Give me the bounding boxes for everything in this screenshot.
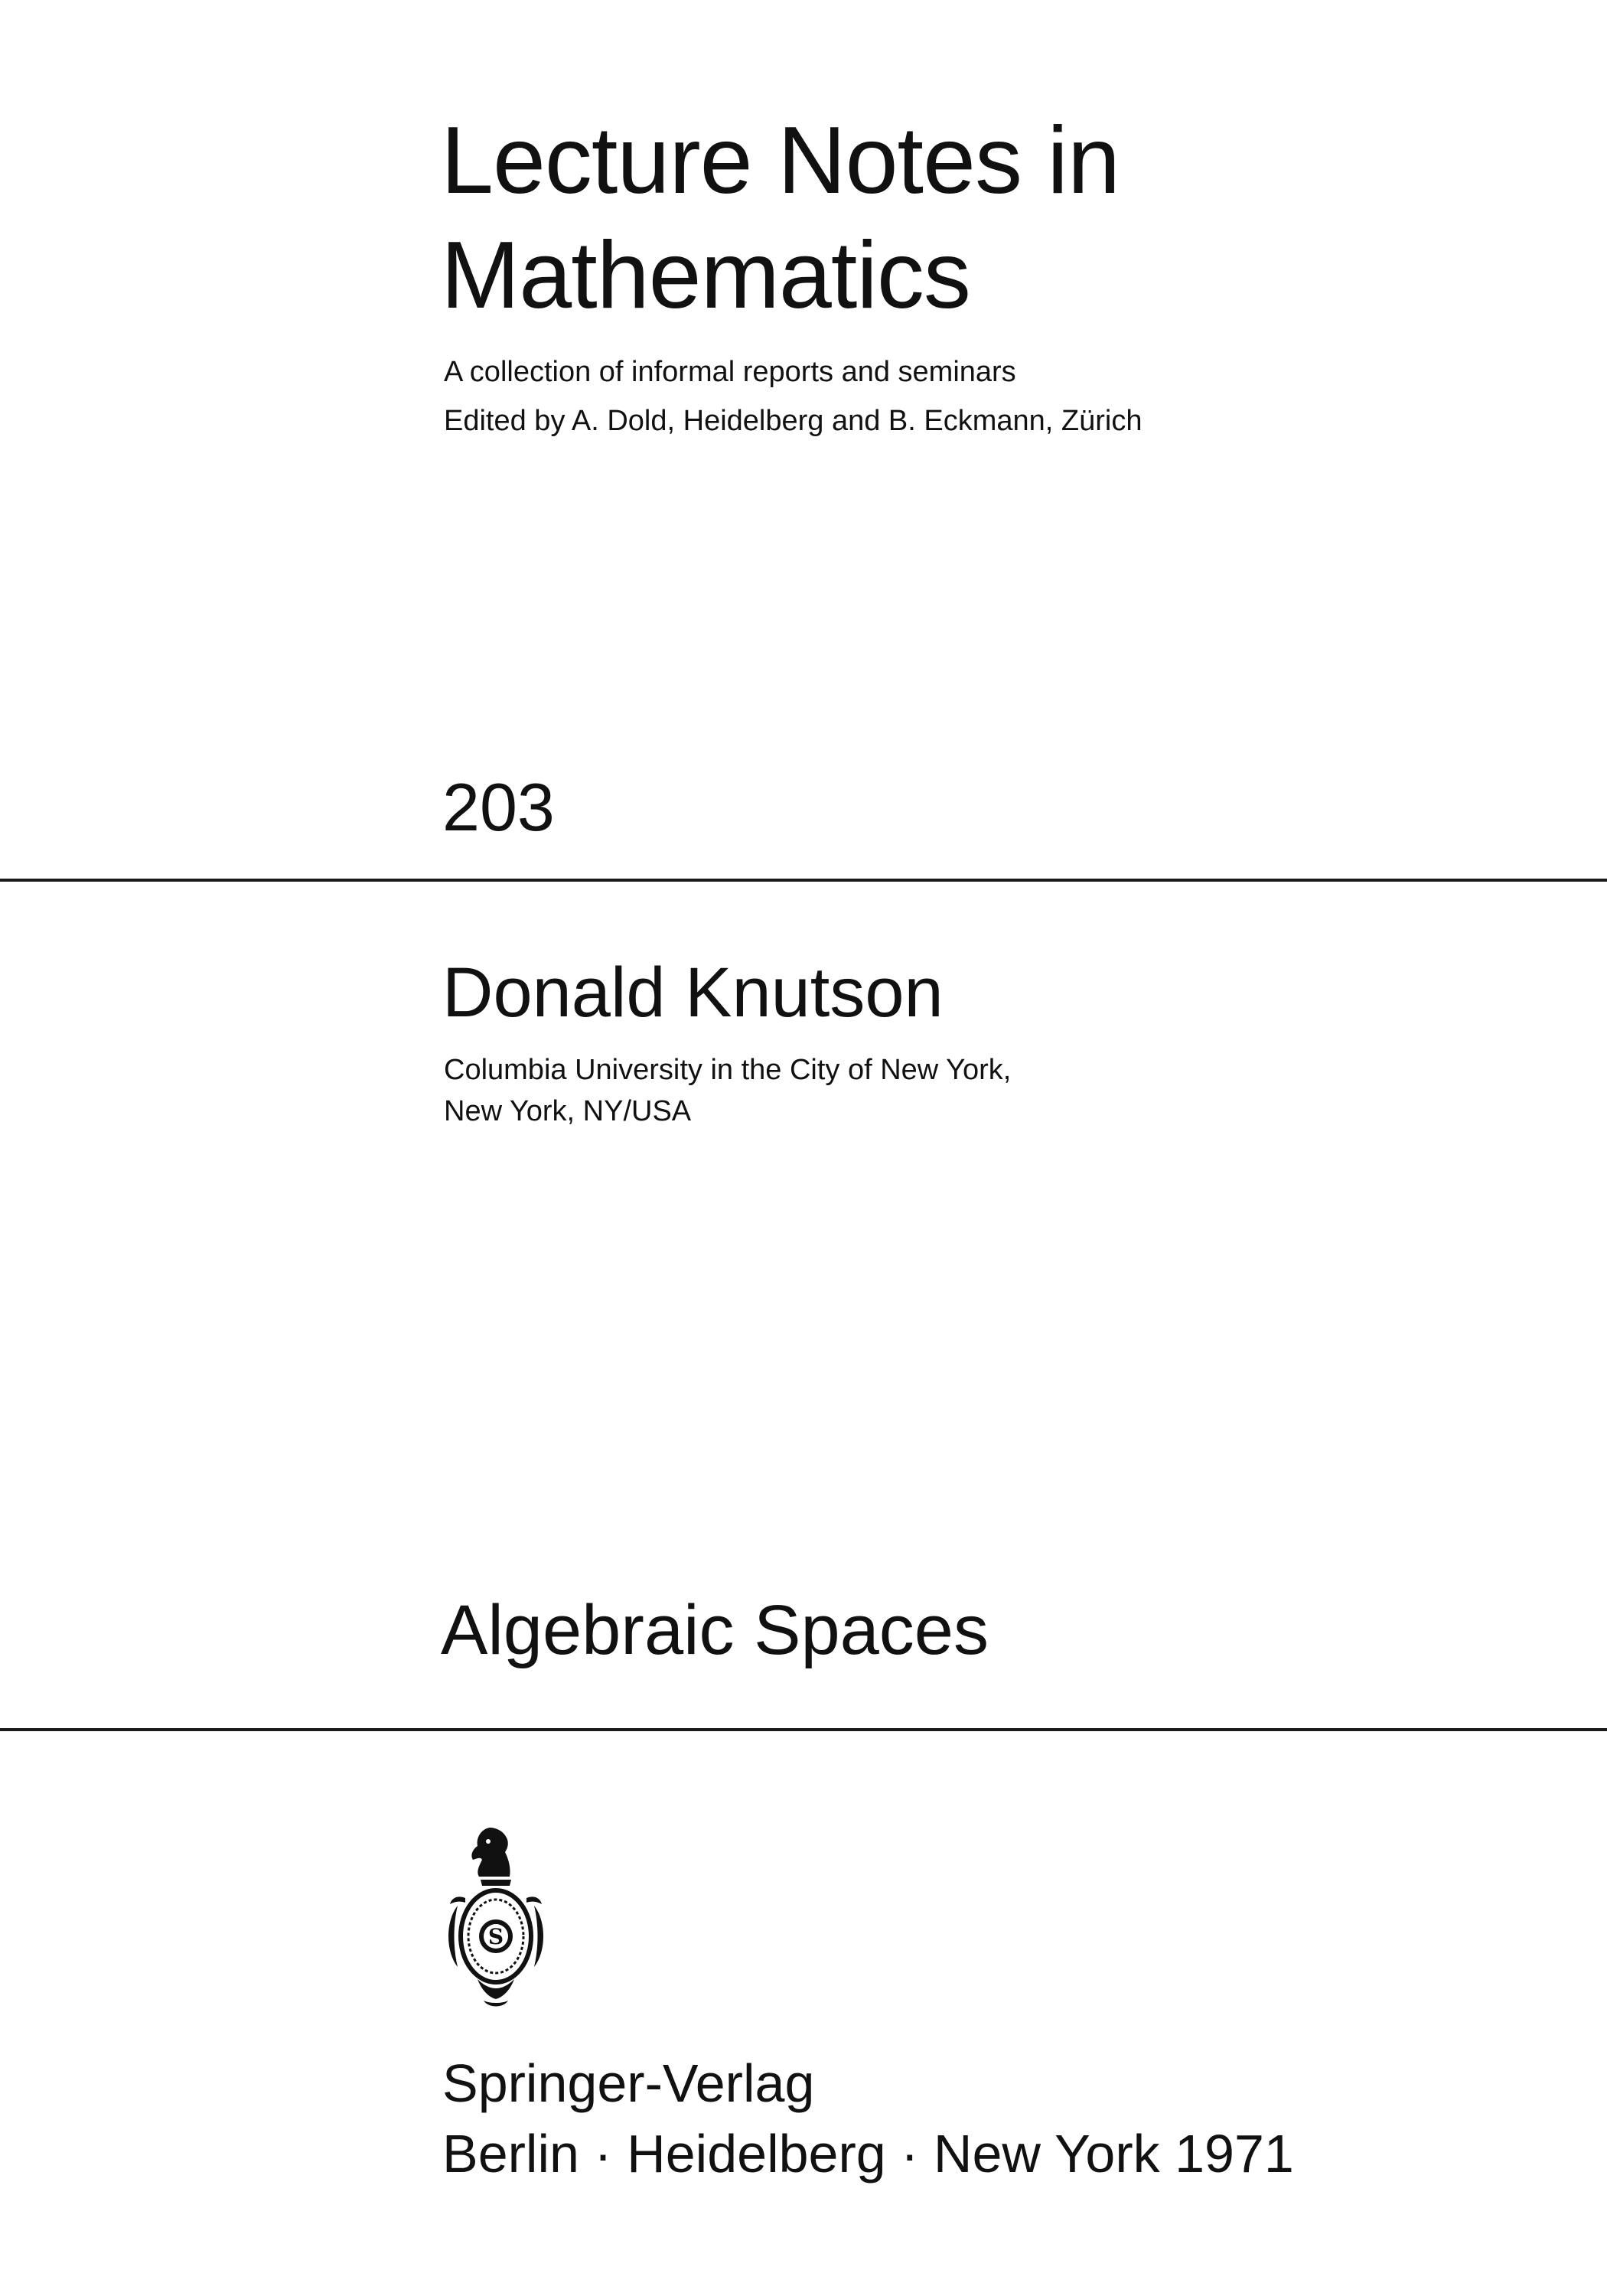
logo-letter: S <box>487 1924 504 1949</box>
author-name: Donald Knutson <box>442 954 944 1032</box>
publisher-name: Springer-Verlag <box>442 2053 815 2113</box>
springer-knight-logo <box>435 1821 557 2013</box>
author-affiliation-line-2: New York, NY/USA <box>444 1095 692 1127</box>
series-editors: Edited by A. Dold, Heidelberg and B. Eckmann, Zürich <box>444 405 1143 437</box>
author-affiliation-line-1: Columbia University in the City of New York, <box>444 1054 1012 1086</box>
divider-rule-bottom <box>0 1728 1607 1731</box>
series-title-line-1: Lecture Notes in <box>441 108 1120 214</box>
series-title-line-2: Mathematics <box>441 223 970 328</box>
divider-rule-top <box>0 879 1607 882</box>
publisher-cities-year: Berlin · Heidelberg · New York 1971 <box>442 2124 1294 2183</box>
series-subtitle: A collection of informal reports and seminars <box>444 356 1016 388</box>
book-title: Algebraic Spaces <box>441 1591 989 1669</box>
volume-number: 203 <box>442 769 555 845</box>
